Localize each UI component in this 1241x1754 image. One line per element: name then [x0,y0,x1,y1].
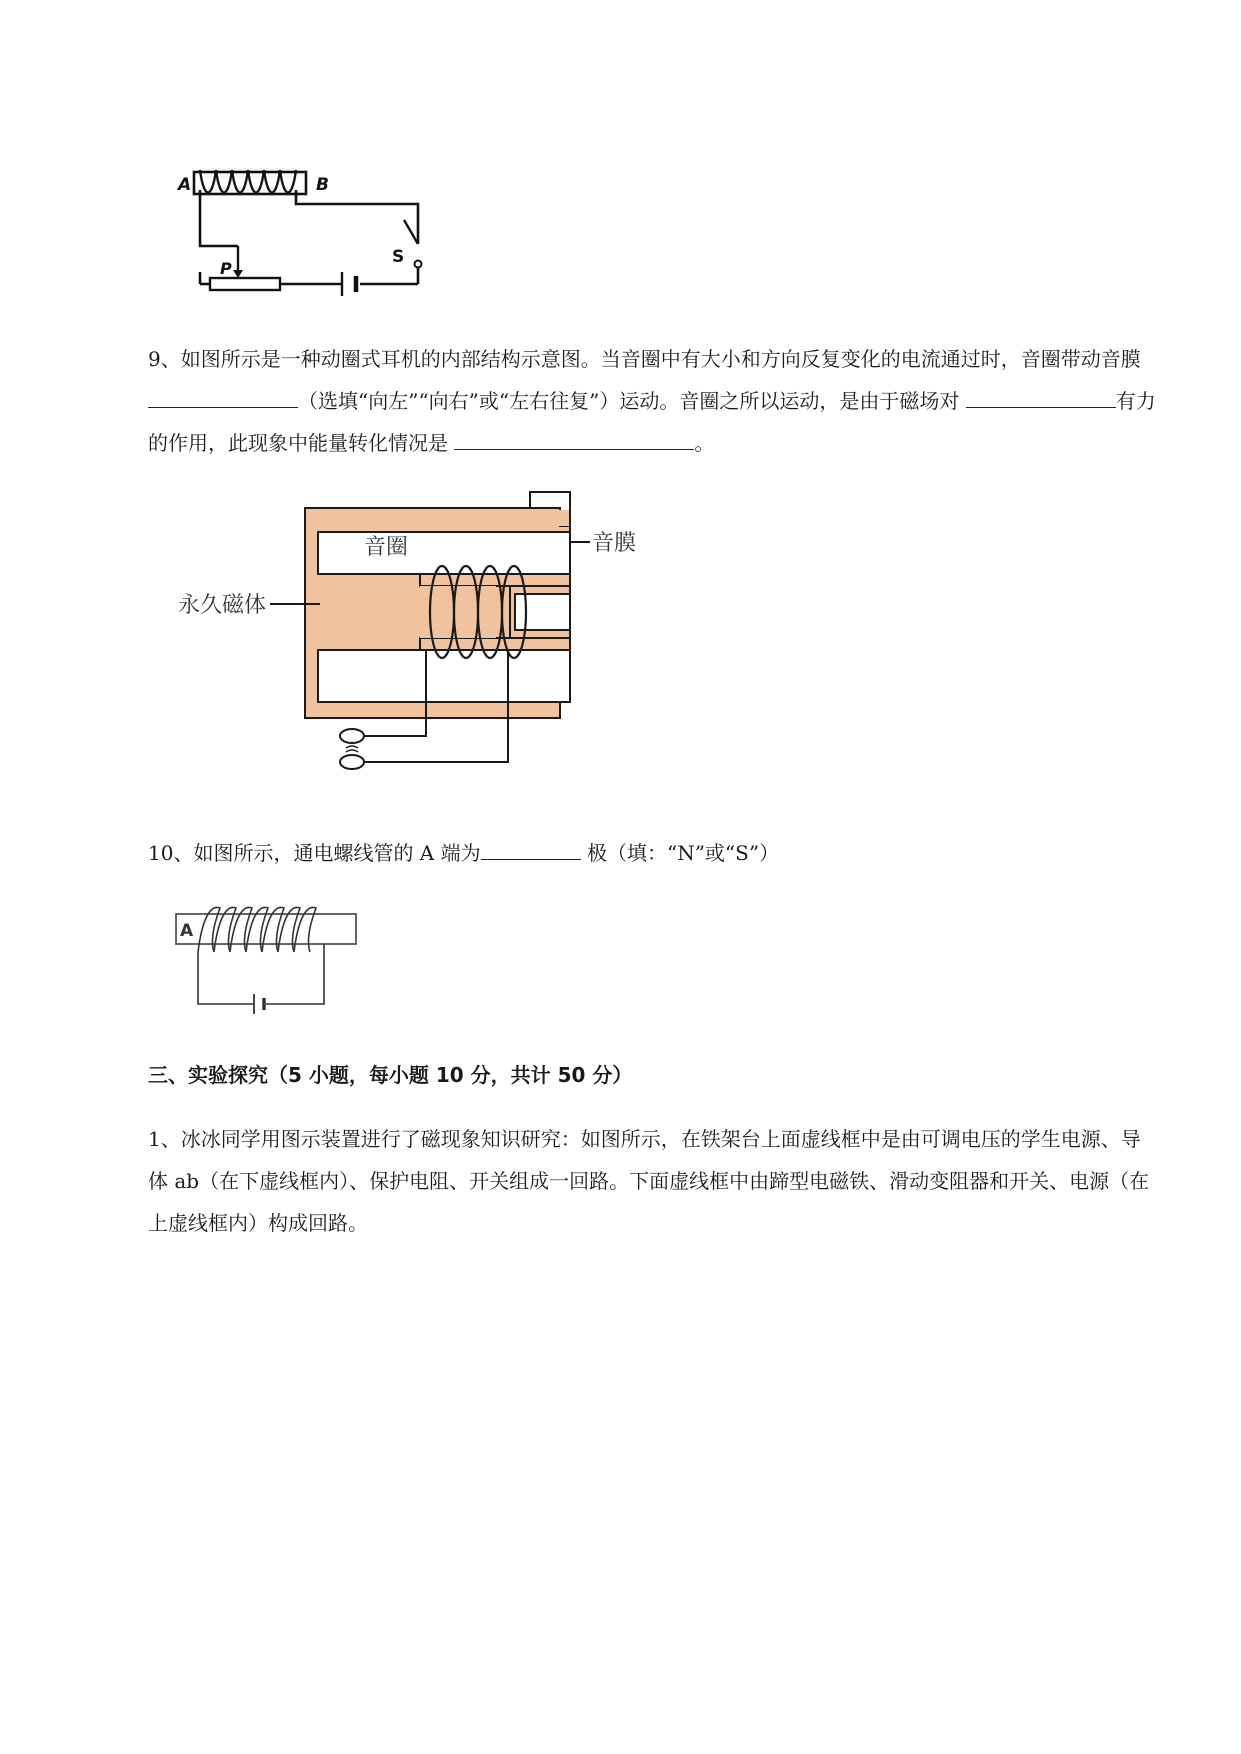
question-10 [148,832,1158,874]
question-9-text-2: （选填“向左”“向右”或“左右往复”）运动。音圈之所以运动，是由于磁场对 [298,389,960,413]
answer-blank-q10[interactable] [481,839,581,860]
question-9 [148,338,1158,464]
question-10-text-1: 10、如图所示，通电螺线管的 A 端为 [148,841,481,865]
question-9-text-3: 有力的作用，此现象中能量转化情况是 [148,389,1156,455]
answer-blank-1[interactable] [148,387,298,408]
label-a: A [178,175,192,195]
label-b: B [316,175,329,195]
label-a: A [180,921,194,941]
label-s: S [392,247,405,267]
solenoid-circuit-figure [170,160,430,300]
solenoid-battery-figure [174,900,360,1022]
question-10-text-2: 极（填：“N”或“S”） [586,841,780,865]
question-9-text-4: 。 [694,431,715,455]
label-permanent-magnet: 永久磁体 [178,593,267,618]
section-heading: 三、实验探究（5 小题，每小题 10 分，共计 50 分） [148,1063,633,1087]
answer-blank-2[interactable] [966,387,1116,408]
answer-blank-3[interactable] [454,429,694,450]
question-number: 9、 [148,347,181,371]
label-p: P [220,259,232,278]
experiment-question-1: 1、冰冰同学用图示装置进行了磁现象知识研究：如图所示，在铁架台上面虚线框中是由可调电压的学生电源、导体 ab（在下虚线框内）、保护电阻、开关组成一回路。下面虚线框中由蹄型电磁铁、滑动变阻器和开关、电源（在上虚线框内）构成回路。 [148,1127,1150,1235]
label-diaphragm: 音膜 [592,531,637,556]
label-coil: 音圈 [364,535,409,560]
question-9-text-1: 如图所示是一种动圈式耳机的内部结构示意图。当音圈中有大小和方向反复变化的电流通过时，音圈带动音膜 [180,347,1141,371]
earphone-structure-figure [170,490,650,780]
